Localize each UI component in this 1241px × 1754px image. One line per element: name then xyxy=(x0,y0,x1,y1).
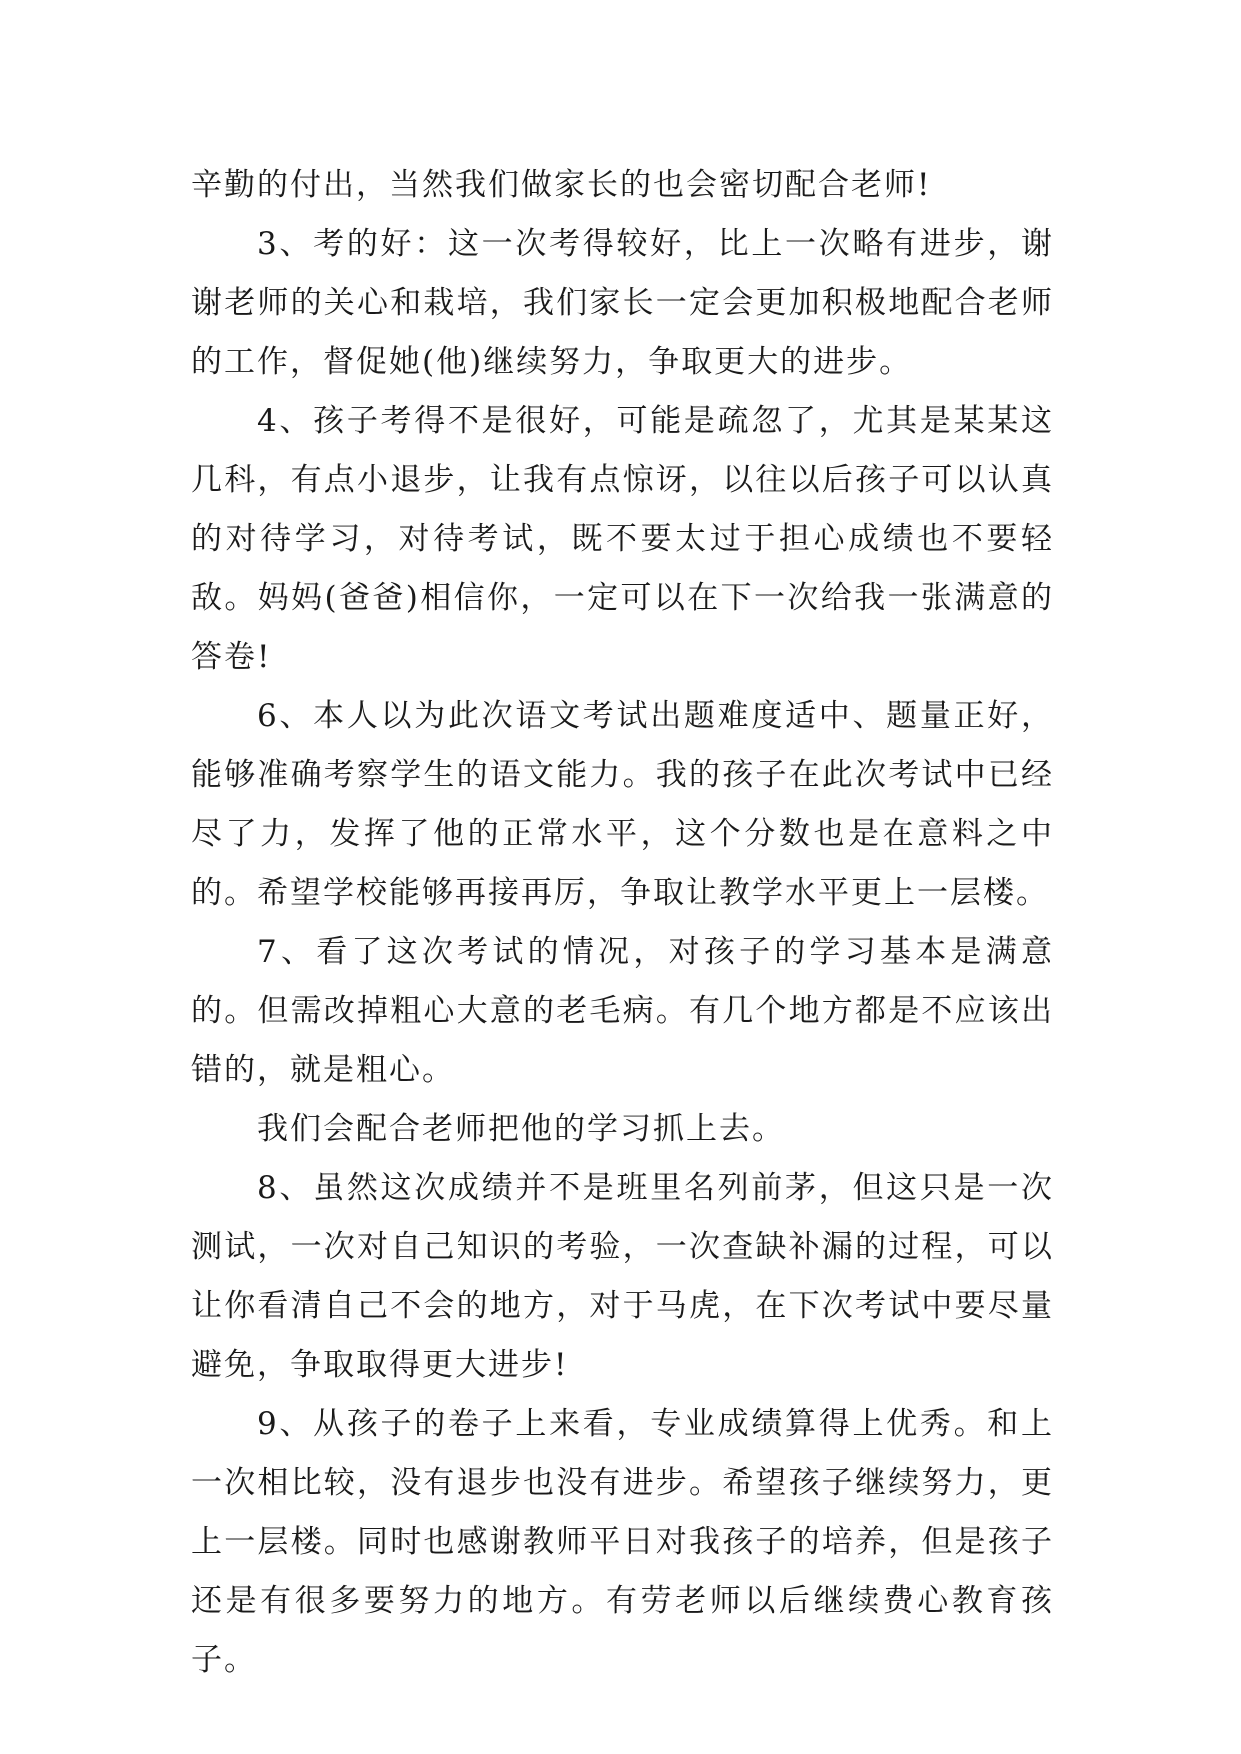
paragraph-5: 7、看了这次考试的情况，对孩子的学习基本是满意的。但需改掉粗心大意的老毛病。有几个地方都是不应该出错的，就是粗心。 xyxy=(191,934,1054,1088)
document-body xyxy=(191,156,1054,1690)
paragraph-4: 6、本人以为此次语文考试出题难度适中、题量正好，能够准确考察学生的语文能力。我的孩子在此次考试中已经尽了力，发挥了他的正常水平，这个分数也是在意料之中的。希望学校能够再接再厉，争取让教学水平更上一层楼。 xyxy=(191,698,1054,911)
paragraph-3: 4、孩子考得不是很好，可能是疏忽了，尤其是某某这几科，有点小退步，让我有点惊讶，以往以后孩子可以认真的对待学习，对待考试，既不要太过于担心成绩也不要轻敌。妈妈(爸爸)相信你，一定可以在下一次给我一张满意的答卷! xyxy=(191,403,1054,675)
paragraph-8: 9、从孩子的卷子上来看，专业成绩算得上优秀。和上一次相比较，没有退步也没有进步。希望孩子继续努力，更上一层楼。同时也感谢教师平日对我孩子的培养，但是孩子还是有很多要努力的地方。有劳老师以后继续费心教育孩子。 xyxy=(191,1406,1054,1678)
paragraph-1: 辛勤的付出，当然我们做家长的也会密切配合老师! xyxy=(191,167,932,203)
paragraph-7: 8、虽然这次成绩并不是班里名列前茅，但这只是一次测试，一次对自己知识的考验，一次查缺补漏的过程，可以让你看清自己不会的地方，对于马虎，在下次考试中要尽量避免，争取取得更大进步! xyxy=(191,1170,1054,1383)
paragraph-2: 3、考的好：这一次考得较好，比上一次略有进步，谢谢老师的关心和栽培，我们家长一定会更加积极地配合老师的工作，督促她(他)继续努力，争取更大的进步。 xyxy=(191,226,1054,380)
paragraph-6: 我们会配合老师把他的学习抓上去。 xyxy=(257,1111,785,1147)
